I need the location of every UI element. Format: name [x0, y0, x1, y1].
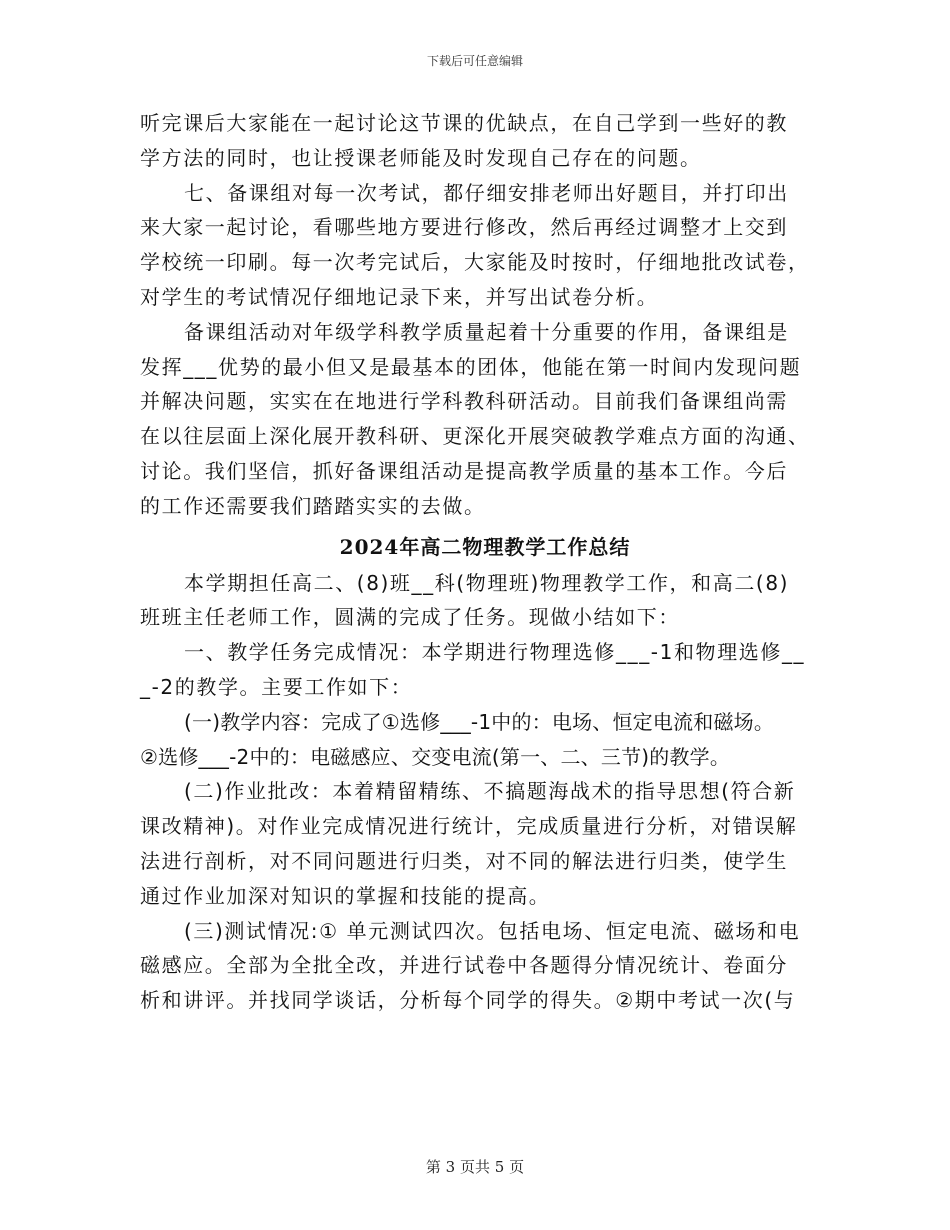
text-line: ②选修___-2中的：电磁感应、交变电流(第一、二、三节)的教学。: [140, 744, 731, 769]
text-line: 学校统一印刷。每一次考完试后，大家能及时按时，仔细地批改试卷，: [140, 250, 810, 275]
text-line: 本学期担任高二、(8)班__科(物理班)物理教学工作，和高二(8): [184, 570, 790, 595]
page-footer: 第 3 页共 5 页: [425, 1158, 525, 1176]
text-line: 法进行剖析，对不同问题进行归类，对不同的解法进行归类，使学生: [140, 848, 788, 873]
text-line: 班班主任老师工作，圆满的完成了任务。现做小结如下：: [140, 605, 680, 630]
section-title: 2024年高二物理教学工作总结: [339, 534, 631, 559]
text-line: 发挥___优势的最小但又是最基本的团体，他能在第一时间内发现问题: [140, 354, 802, 379]
text-line: 的工作还需要我们踏踏实实的去做。: [140, 493, 486, 518]
text-line: 一、教学任务完成情况：本学期进行物理选修___-1和物理选修__: [184, 640, 806, 665]
text-line: 对学生的考试情况仔细地记录下来，并写出试卷分析。: [140, 284, 659, 309]
text-line: (二)作业批改：本着精留精练、不搞题海战术的指导思想(符合新: [184, 779, 796, 804]
text-line: 析和讲评。并找同学谈话，分析每个同学的得失。②期中考试一次(与: [140, 988, 796, 1013]
text-line: 在以往层面上深化展开教科研、更深化开展突破教学难点方面的沟通、: [140, 424, 810, 449]
document-body: [140, 106, 830, 1018]
text-line: 磁感应。全部为全批全改，并进行试卷中各题得分情况统计、卷面分: [140, 953, 788, 978]
text-line: 七、备课组对每一次考试，都仔细安排老师出好题目，并打印出: [184, 180, 789, 205]
text-line: 并解决问题，实实在在地进行学科教科研活动。目前我们备课组尚需: [140, 389, 788, 414]
text-line: 通过作业加深对知识的掌握和技能的提高。: [140, 883, 551, 908]
text-line: 听完课后大家能在一起讨论这节课的优缺点，在自己学到一些好的教: [140, 111, 788, 135]
text-line: 来大家一起讨论，看哪些地方要进行修改，然后再经过调整才上交到: [140, 215, 788, 240]
text-line: (一)教学内容：完成了①选修___-1中的：电场、恒定电流和磁场。: [184, 709, 775, 734]
page-header: 下载后可任意编辑: [426, 54, 523, 68]
text-line: 学方法的同时，也让授课老师能及时发现自己存在的问题。: [140, 145, 702, 170]
text-line: 课改精神)。对作业完成情况进行统计，完成质量进行分析，对错误解: [140, 814, 798, 839]
text-line: (三)测试情况:① 单元测试四次。包括电场、恒定电流、磁场和电: [184, 918, 801, 943]
text-line: 讨论。我们坚信，抓好备课组活动是提高教学质量的基本工作。今后: [140, 458, 788, 483]
text-line: _-2的教学。主要工作如下：: [140, 674, 413, 699]
text-line: 备课组活动对年级学科教学质量起着十分重要的作用，备课组是: [184, 319, 789, 344]
